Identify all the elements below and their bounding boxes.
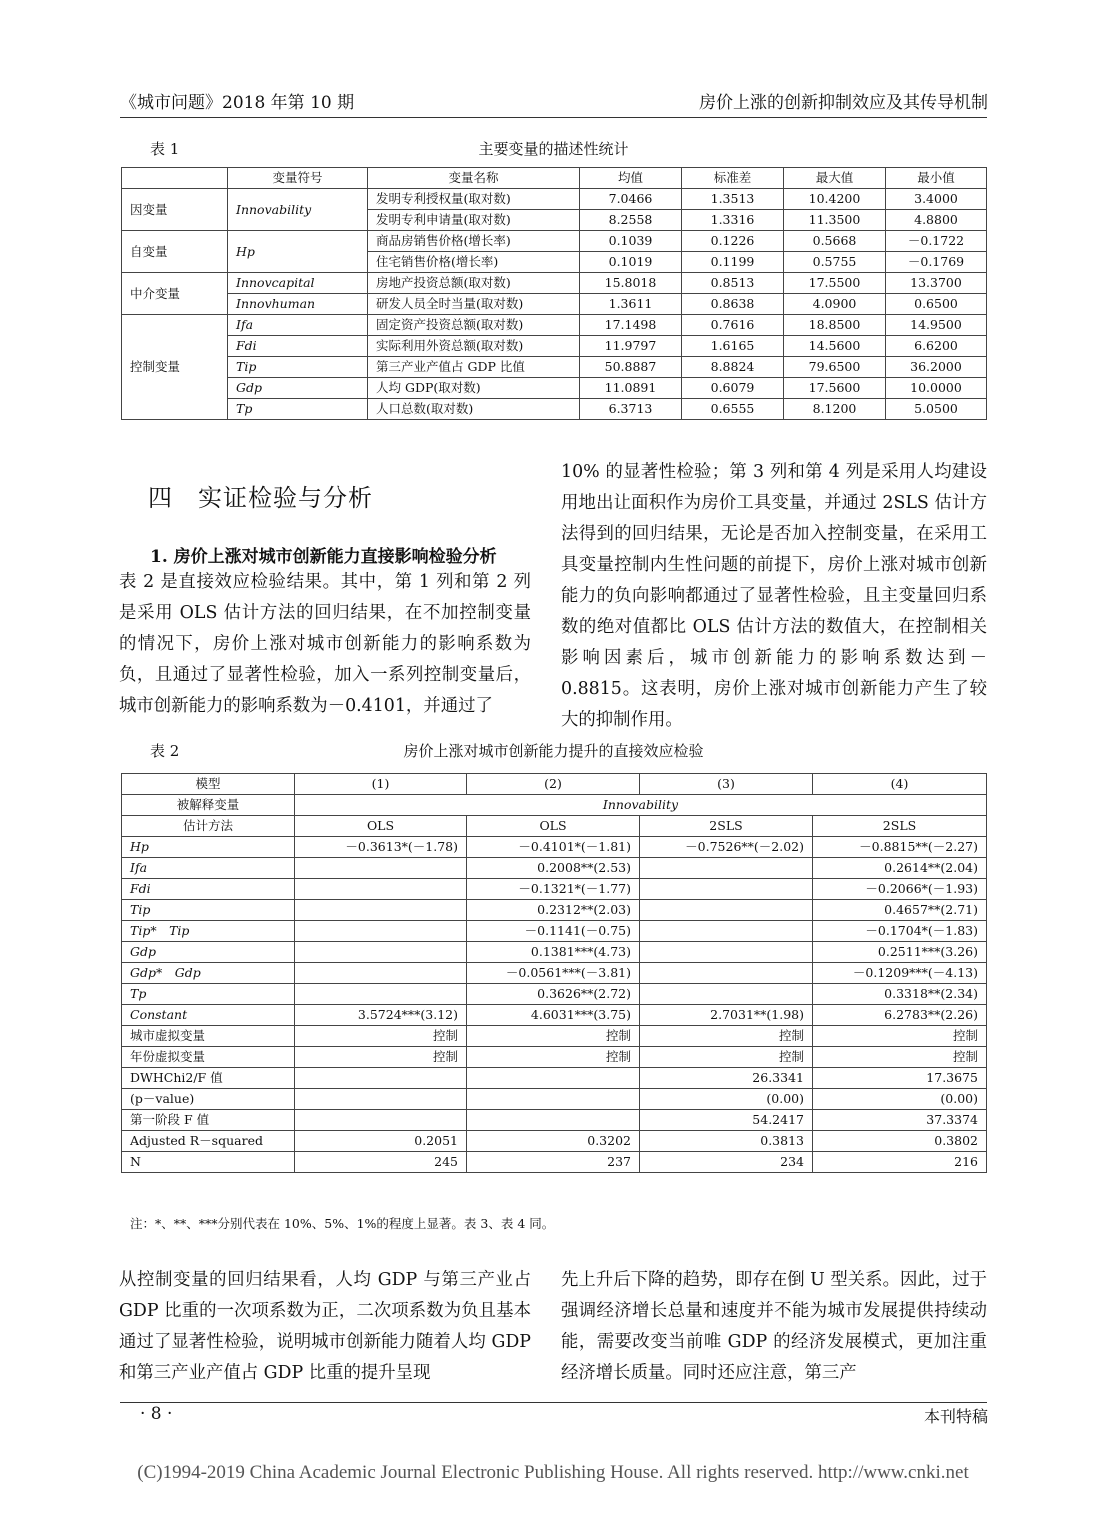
group-label: 中介变量 (122, 273, 228, 315)
table-cell: 216 (813, 1152, 987, 1173)
table2-method-row (122, 816, 987, 837)
table-cell: 245 (295, 1152, 467, 1173)
sd-value: 0.8638 (682, 294, 784, 315)
table-row (122, 1131, 987, 1152)
table-cell: －0.4101*(－1.81) (467, 837, 640, 858)
table2 (121, 773, 987, 1173)
table-row (122, 984, 987, 1005)
table-cell: 控制 (467, 1026, 640, 1047)
max-value: 0.5668 (784, 231, 886, 252)
table-cell: 0.2511***(3.26) (813, 942, 987, 963)
model-4-header: (4) (813, 774, 987, 795)
table-row (122, 900, 987, 921)
table-cell: 4.6031***(3.75) (467, 1005, 640, 1026)
max-value: 79.6500 (784, 357, 886, 378)
table-row (122, 1047, 987, 1068)
row-label: Tip* Tip (122, 921, 295, 942)
table-cell: 控制 (295, 1047, 467, 1068)
table-cell: 0.3802 (813, 1131, 987, 1152)
row-label: Fdi (122, 879, 295, 900)
group-label: 自变量 (122, 231, 228, 273)
table-cell (640, 984, 813, 1005)
variable-symbol: Innovhuman (228, 294, 368, 315)
page-number: · 8 · (140, 1404, 173, 1424)
table1-title: 主要变量的描述性统计 (478, 140, 629, 158)
max-value: 11.3500 (784, 210, 886, 231)
min-value: 10.0000 (886, 378, 987, 399)
sd-value: 0.1199 (682, 252, 784, 273)
min-value: 0.6500 (886, 294, 987, 315)
sd-value: 1.6165 (682, 336, 784, 357)
table-cell: 控制 (813, 1026, 987, 1047)
mean-value: 50.8887 (580, 357, 682, 378)
table-row (122, 294, 987, 315)
min-value: 4.8800 (886, 210, 987, 231)
table-cell: 控制 (813, 1047, 987, 1068)
dependent-variable-value: Innovability (295, 795, 987, 816)
variable-name: 第三产业产值占 GDP 比值 (368, 357, 580, 378)
table2-label: 表 2 (150, 742, 180, 760)
table-cell: －0.1704*(－1.83) (813, 921, 987, 942)
body-paragraph-left: 表 2 是直接效应检验结果。其中，第 1 列和第 2 列是采用 OLS 估计方法的回归结果，在不加控制变量的情况下，房价上涨对城市创新能力的影响系数为负，且通过了显著性检验，加入一系列控制变量后，城市创新能力的影响系数为－0.4101，并通过了 (119, 572, 531, 716)
table-row (122, 1110, 987, 1131)
table-cell: －0.7526**(－2.02) (640, 837, 813, 858)
table-cell: 0.2614**(2.04) (813, 858, 987, 879)
table-cell (295, 1110, 467, 1131)
model-1-header: (1) (295, 774, 467, 795)
max-value: 10.4200 (784, 189, 886, 210)
min-value: －0.1769 (886, 252, 987, 273)
min-value: 6.6200 (886, 336, 987, 357)
row-label: Gdp (122, 942, 295, 963)
sd-value: 0.1226 (682, 231, 784, 252)
table-cell (295, 1068, 467, 1089)
table-row (122, 963, 987, 984)
table-cell (467, 1068, 640, 1089)
table-row (122, 315, 987, 336)
model-2-header: (2) (467, 774, 640, 795)
min-value: 13.3700 (886, 273, 987, 294)
mean-value: 1.3611 (580, 294, 682, 315)
min-value: 36.2000 (886, 357, 987, 378)
table-cell (467, 1110, 640, 1131)
sd-value: 1.3513 (682, 189, 784, 210)
table-cell: 2.7031**(1.98) (640, 1005, 813, 1026)
table-row (122, 1068, 987, 1089)
variable-name: 人口总数(取对数) (368, 399, 580, 420)
table-cell: 0.2051 (295, 1131, 467, 1152)
variable-name: 发明专利申请量(取对数) (368, 210, 580, 231)
group-label: 控制变量 (122, 315, 228, 420)
table1 (121, 167, 987, 420)
mean-value: 11.9797 (580, 336, 682, 357)
table-cell: 控制 (295, 1026, 467, 1047)
table-cell: －0.1209***(－4.13) (813, 963, 987, 984)
header-divider (120, 117, 987, 118)
row-label: (p－value) (122, 1089, 295, 1110)
table-cell: －0.1321*(－1.77) (467, 879, 640, 900)
table-cell: 0.3318**(2.34) (813, 984, 987, 1005)
table1-col-group (122, 168, 228, 189)
table-row (122, 189, 987, 210)
table-row (122, 837, 987, 858)
table1-col-name: 变量名称 (368, 168, 580, 189)
table-cell: 控制 (640, 1047, 813, 1068)
table-row (122, 273, 987, 294)
copyright-notice: (C)1994-2019 China Academic Journal Electronic Publishing House. All rights reserved. http://www.cnki.net (137, 1462, 969, 1483)
variable-symbol: Hp (228, 231, 368, 273)
variable-name: 实际利用外资总额(取对数) (368, 336, 580, 357)
table-cell (640, 942, 813, 963)
table1-col-sd: 标准差 (682, 168, 784, 189)
table-cell: 234 (640, 1152, 813, 1173)
mean-value: 8.2558 (580, 210, 682, 231)
table-cell: 0.2008**(2.53) (467, 858, 640, 879)
table2-note: 注：*、**、***分别代表在 10%、5%、1%的程度上显著。表 3、表 4 同。 (130, 1216, 555, 1231)
row-label: Hp (122, 837, 295, 858)
sd-value: 8.8824 (682, 357, 784, 378)
row-label: 第一阶段 F 值 (122, 1110, 295, 1131)
row-label: Gdp* Gdp (122, 963, 295, 984)
column-label: 本刊特稿 (923, 1407, 988, 1426)
max-value: 0.5755 (784, 252, 886, 273)
table-cell (295, 1089, 467, 1110)
row-label: N (122, 1152, 295, 1173)
method-cell: 2SLS (813, 816, 987, 837)
max-value: 14.5600 (784, 336, 886, 357)
model-label: 模型 (122, 774, 295, 795)
variable-name: 固定资产投资总额(取对数) (368, 315, 580, 336)
table-cell: －0.8815**(－2.27) (813, 837, 987, 858)
row-label: Tp (122, 984, 295, 1005)
footer-divider (120, 1402, 987, 1403)
method-cell: OLS (467, 816, 640, 837)
variable-name: 商品房销售价格(增长率) (368, 231, 580, 252)
estimation-method-label: 估计方法 (122, 816, 295, 837)
table-cell: 6.2783**(2.26) (813, 1005, 987, 1026)
sd-value: 0.7616 (682, 315, 784, 336)
min-value: 3.4000 (886, 189, 987, 210)
table-row (122, 858, 987, 879)
table-row (122, 231, 987, 252)
table-cell: 54.2417 (640, 1110, 813, 1131)
table-cell (640, 900, 813, 921)
table-cell (467, 1089, 640, 1110)
bottom-paragraph-right: 先上升后下降的趋势，即存在倒 U 型关系。因此，过于强调经济增长总量和速度并不能为城市发展提供持续动能，需要改变当前唯 GDP 的经济发展模式，更加注重经济增长质量。同时还应注意，第三产 (561, 1270, 987, 1383)
table-row (122, 1026, 987, 1047)
row-label: DWHChi2/F 值 (122, 1068, 295, 1089)
table1-label: 表 1 (150, 140, 180, 158)
table-cell (295, 900, 467, 921)
table2-dependent-row (122, 795, 987, 816)
mean-value: 6.3713 (580, 399, 682, 420)
variable-symbol: Innovcapital (228, 273, 368, 294)
row-label: Ifa (122, 858, 295, 879)
table-cell: 0.3202 (467, 1131, 640, 1152)
variable-name: 房地产投资总额(取对数) (368, 273, 580, 294)
table-cell (295, 942, 467, 963)
group-label: 因变量 (122, 189, 228, 231)
mean-value: 11.0891 (580, 378, 682, 399)
mean-value: 7.0466 (580, 189, 682, 210)
method-cell: 2SLS (640, 816, 813, 837)
table-row (122, 1152, 987, 1173)
table-cell: 237 (467, 1152, 640, 1173)
table-cell (295, 963, 467, 984)
method-cell: OLS (295, 816, 467, 837)
article-running-title: 房价上涨的创新抑制效应及其传导机制 (699, 93, 988, 113)
max-value: 17.5500 (784, 273, 886, 294)
table-cell: －0.2066*(－1.93) (813, 879, 987, 900)
mean-value: 0.1039 (580, 231, 682, 252)
table-cell: 0.3626**(2.72) (467, 984, 640, 1005)
min-value: 14.9500 (886, 315, 987, 336)
journal-issue-header: 《城市问题》2018 年第 10 期 (120, 93, 355, 113)
table-cell (640, 921, 813, 942)
subsection-title: 1. 房价上涨对城市创新能力直接影响检验分析 (150, 547, 497, 567)
variable-name: 发明专利授权量(取对数) (368, 189, 580, 210)
table-cell (295, 858, 467, 879)
table-cell: 0.1381***(4.73) (467, 942, 640, 963)
row-label: Constant (122, 1005, 295, 1026)
table1-header-row (122, 168, 987, 189)
mean-value: 17.1498 (580, 315, 682, 336)
mean-value: 15.8018 (580, 273, 682, 294)
model-3-header: (3) (640, 774, 813, 795)
row-label: Adjusted R－squared (122, 1131, 295, 1152)
table-cell: 控制 (640, 1026, 813, 1047)
table-cell: 26.3341 (640, 1068, 813, 1089)
max-value: 8.1200 (784, 399, 886, 420)
table2-model-row (122, 774, 987, 795)
min-value: 5.0500 (886, 399, 987, 420)
table-cell: 0.3813 (640, 1131, 813, 1152)
variable-symbol: Gdp (228, 378, 368, 399)
table-row (122, 357, 987, 378)
variable-symbol: Innovability (228, 189, 368, 231)
mean-value: 0.1019 (580, 252, 682, 273)
max-value: 4.0900 (784, 294, 886, 315)
row-label: Tip (122, 900, 295, 921)
table1-col-mean: 均值 (580, 168, 682, 189)
table-cell (640, 858, 813, 879)
row-label: 城市虚拟变量 (122, 1026, 295, 1047)
sd-value: 0.8513 (682, 273, 784, 294)
table-cell: 0.2312**(2.03) (467, 900, 640, 921)
sd-value: 0.6079 (682, 378, 784, 399)
table-row (122, 879, 987, 900)
variable-symbol: Fdi (228, 336, 368, 357)
table-cell: －0.3613*(－1.78) (295, 837, 467, 858)
body-paragraph-right: 10% 的显著性检验；第 3 列和第 4 列是采用人均建设用地出让面积作为房价工具变量，并通过 2SLS 估计方法得到的回归结果，无论是否加入控制变量，在采用工具变量控制内生性问题的前提下，房价上涨对城市创新能力的负向影响都通过了显著性检验，且主变量回归系数的绝对值都比 OLS 估计方法的数值大，在控制相关影响因素后，城市创新能力的影响系数达到－0.8815。这表明，房价上涨对城市创新能力产生了较大的抑制作用。 (561, 462, 987, 730)
table-cell (640, 963, 813, 984)
row-label: 年份虚拟变量 (122, 1047, 295, 1068)
variable-symbol: Tip (228, 357, 368, 378)
table-cell (295, 984, 467, 1005)
table-cell: 37.3374 (813, 1110, 987, 1131)
variable-name: 住宅销售价格(增长率) (368, 252, 580, 273)
table-cell (640, 879, 813, 900)
table-row (122, 399, 987, 420)
table-cell: 控制 (467, 1047, 640, 1068)
table-cell: (0.00) (813, 1089, 987, 1110)
sd-value: 1.3316 (682, 210, 784, 231)
table1-col-max: 最大值 (784, 168, 886, 189)
table-row (122, 1005, 987, 1026)
bottom-paragraph-left: 从控制变量的回归结果看，人均 GDP 与第三产业占 GDP 比重的一次项系数为正，二次项系数为负且基本通过了显著性检验，说明城市创新能力随着人均 GDP 和第三产业产值占 GDP 比重的提升呈现 (119, 1270, 531, 1383)
table-row (122, 942, 987, 963)
variable-symbol: Tp (228, 399, 368, 420)
max-value: 18.8500 (784, 315, 886, 336)
table-cell: 17.3675 (813, 1068, 987, 1089)
table-cell: 0.4657**(2.71) (813, 900, 987, 921)
table2-title: 房价上涨对城市创新能力提升的直接效应检验 (403, 742, 704, 760)
min-value: －0.1722 (886, 231, 987, 252)
variable-name: 研发人员全时当量(取对数) (368, 294, 580, 315)
table-row (122, 1089, 987, 1110)
table-cell: (0.00) (640, 1089, 813, 1110)
max-value: 17.5600 (784, 378, 886, 399)
table-cell (295, 921, 467, 942)
table-row (122, 378, 987, 399)
table-cell: 3.5724***(3.12) (295, 1005, 467, 1026)
variable-name: 人均 GDP(取对数) (368, 378, 580, 399)
table1-col-min: 最小值 (886, 168, 987, 189)
table-row (122, 336, 987, 357)
sd-value: 0.6555 (682, 399, 784, 420)
dependent-variable-label: 被解释变量 (122, 795, 295, 816)
variable-symbol: Ifa (228, 315, 368, 336)
table-cell (295, 879, 467, 900)
table-cell: －0.0561***(－3.81) (467, 963, 640, 984)
table-cell: －0.1141(－0.75) (467, 921, 640, 942)
table-row (122, 921, 987, 942)
section-title: 四 实证检验与分析 (148, 484, 373, 512)
table1-col-symbol: 变量符号 (228, 168, 368, 189)
